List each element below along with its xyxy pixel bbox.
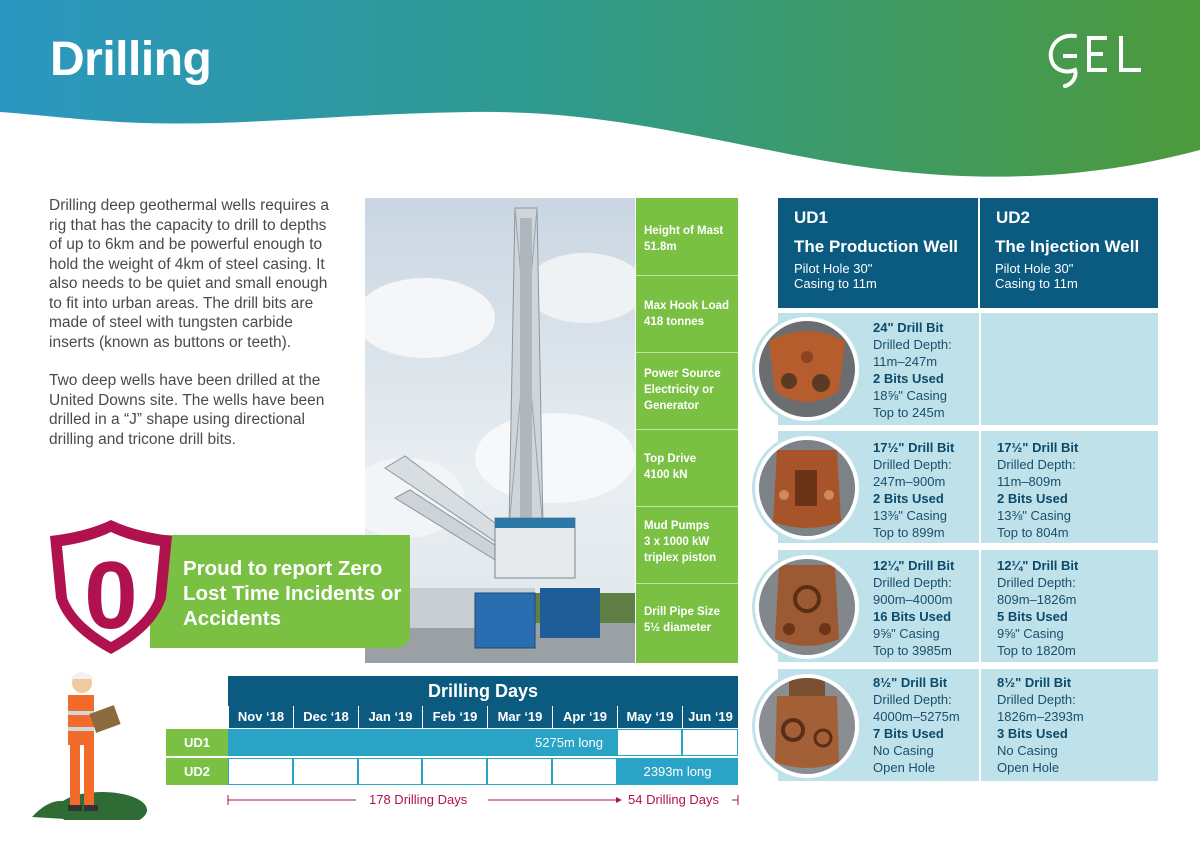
casing-top: Top to 899m — [873, 525, 945, 540]
casing: 9⅝" Casing — [873, 626, 940, 641]
casing: No Casing — [997, 743, 1058, 758]
spec-label: Top Drive — [644, 453, 697, 465]
depth-range: 4000m–5275m — [873, 709, 960, 724]
row-label-ud1: UD1 — [166, 729, 228, 756]
empty-cell — [358, 758, 422, 785]
spec-top-drive — [636, 430, 738, 507]
depth-label: Drilled Depth: — [873, 457, 952, 472]
spec-value: Electricity or Generator — [644, 384, 714, 412]
spec-value: 51.8m — [644, 241, 677, 253]
casing: 13⅜" Casing — [997, 508, 1071, 523]
ud1-bit-17 — [873, 439, 954, 541]
casing: 13⅜" Casing — [873, 508, 947, 523]
bits-used: 3 Bits Used — [997, 726, 1068, 741]
drill-bit-8-image — [755, 674, 859, 778]
row-label-ud2: UD2 — [166, 758, 228, 785]
ud2-bit-17 — [997, 439, 1078, 541]
page-title: Drilling — [50, 33, 212, 86]
depth-label: Drilled Depth: — [873, 337, 952, 352]
ud1-bit-8 — [873, 674, 960, 776]
spec-drill-pipe-size — [636, 584, 738, 663]
month-header: Apr ‘19 — [552, 706, 617, 728]
depth-range: 1826m–2393m — [997, 709, 1084, 724]
depth-range: 900m–4000m — [873, 592, 953, 607]
spec-value: 5½ diameter — [644, 622, 712, 634]
depth-range: 11m–247m — [873, 354, 938, 369]
casing-top: Open Hole — [997, 760, 1060, 775]
casing: 9⅝" Casing — [997, 626, 1064, 641]
month-header: May ‘19 — [617, 706, 682, 728]
header-wave — [0, 0, 1200, 190]
empty-cell — [682, 729, 738, 756]
spec-label: Power Source — [644, 368, 721, 380]
intro-paragraph-2: Two deep wells have been drilled at the United Downs site. The wells have been drilled in a “J” shape using directional drilling and tricone drill bits. — [49, 372, 325, 448]
safety-message: Proud to report Zero Lost Time Incidents or Accidents — [183, 557, 402, 630]
spec-value: 3 x 1000 kW triplex piston — [644, 536, 717, 564]
bits-used: 5 Bits Used — [997, 609, 1068, 624]
bit-size: 17½" Drill Bit — [873, 440, 955, 455]
bits-used: 16 Bits Used — [873, 609, 952, 624]
column-divider — [979, 313, 981, 781]
ud2-duration-bar: 2393m long — [617, 758, 738, 785]
ud1-pilot: Pilot Hole 30" — [794, 261, 873, 276]
spec-max-hook-load — [636, 276, 738, 353]
gel-logo — [1045, 28, 1160, 95]
depth-label: Drilled Depth: — [873, 575, 952, 590]
bit-size: 12¼" Drill Bit — [997, 558, 1079, 573]
spec-label: Mud Pumps — [644, 520, 710, 532]
month-header: Jan ‘19 — [358, 706, 422, 728]
bit-size: 12¼" Drill Bit — [873, 558, 955, 573]
depth-label: Drilled Depth: — [997, 575, 1076, 590]
ud2-days-label: 54 Drilling Days — [628, 792, 720, 807]
ud1-name: The Production Well — [794, 237, 959, 256]
casing-top: Top to 1820m — [997, 643, 1076, 658]
spec-power-source — [636, 353, 738, 430]
month-header: Nov ‘18 — [228, 706, 293, 728]
casing-top: Top to 245m — [873, 405, 945, 420]
rig-specs-panel — [636, 198, 738, 663]
month-header: Jun ‘19 — [682, 706, 738, 728]
ud1-casing: Casing to 11m — [794, 276, 877, 291]
ud1-duration-bar: 5275m long — [228, 729, 617, 756]
bits-used: 2 Bits Used — [873, 371, 944, 386]
spec-label: Drill Pipe Size — [644, 606, 721, 618]
depth-range: 247m–900m — [873, 474, 946, 489]
depth-label: Drilled Depth: — [873, 692, 952, 707]
casing: 18⅝" Casing — [873, 388, 947, 403]
casing-top: Open Hole — [873, 760, 936, 775]
casing: No Casing — [873, 743, 934, 758]
depth-label: Drilled Depth: — [997, 692, 1076, 707]
spec-label: Height of Mast — [644, 225, 724, 237]
ud1-bit-24 — [873, 319, 952, 421]
empty-cell — [422, 758, 487, 785]
zero-number: 0 — [84, 542, 138, 649]
drill-bit-24-image — [755, 317, 859, 421]
depth-label: Drilled Depth: — [997, 457, 1076, 472]
spec-value: 4100 kN — [644, 469, 688, 481]
ud2-id: UD2 — [996, 208, 1031, 227]
ud2-bit-8 — [997, 674, 1084, 776]
spec-mud-pumps — [636, 507, 738, 584]
spec-value: 418 tonnes — [644, 316, 705, 328]
drilling-days-title: Drilling Days — [228, 676, 738, 706]
ud2-pilot: Pilot Hole 30" — [995, 261, 1074, 276]
bit-size: 17½" Drill Bit — [997, 440, 1079, 455]
depth-range: 809m–1826m — [997, 592, 1077, 607]
ud2-header — [980, 198, 1158, 308]
empty-cell — [617, 729, 682, 756]
month-header: Dec ‘18 — [293, 706, 358, 728]
bit-size: 8½" Drill Bit — [873, 675, 948, 690]
depth-range: 11m–809m — [997, 474, 1062, 489]
ud1-id: UD1 — [794, 208, 829, 227]
ud1-header — [778, 198, 978, 308]
empty-cell — [487, 758, 552, 785]
empty-cell — [552, 758, 617, 785]
month-header: Mar ‘19 — [487, 706, 552, 728]
empty-cell — [293, 758, 358, 785]
bits-used: 2 Bits Used — [997, 491, 1068, 506]
ud2-bit-12 — [997, 557, 1078, 659]
drill-bit-12-image — [755, 555, 859, 659]
shield-icon — [46, 518, 176, 656]
ud1-bit-12 — [873, 557, 954, 659]
spec-label: Max Hook Load — [644, 300, 729, 312]
bit-size: 24" Drill Bit — [873, 320, 944, 335]
ud2-name: The Injection Well — [995, 237, 1140, 256]
bit-size: 8½" Drill Bit — [997, 675, 1072, 690]
bits-used: 7 Bits Used — [873, 726, 944, 741]
intro-text — [49, 196, 339, 468]
casing-top: Top to 3985m — [873, 643, 952, 658]
drill-bit-17-image — [755, 436, 859, 540]
intro-paragraph-1: Drilling deep geothermal wells requires a rig that has the capacity to drill to depths of up to 6km and be powerful enough to hold the weight of 4km of steel casing. It also needs to be quiet and small enough to fit into urban areas. The drill bits are made of steel with tungsten carbide inserts (known as buttons or teeth). — [49, 197, 329, 351]
worker-illustration — [32, 665, 152, 820]
ud2-casing: Casing to 11m — [995, 276, 1078, 291]
month-header: Feb ‘19 — [422, 706, 487, 728]
empty-cell — [228, 758, 293, 785]
spec-height-of-mast — [636, 198, 738, 276]
ud1-days-label: 178 Drilling Days — [369, 792, 468, 807]
bits-used: 2 Bits Used — [873, 491, 944, 506]
casing-top: Top to 804m — [997, 525, 1069, 540]
